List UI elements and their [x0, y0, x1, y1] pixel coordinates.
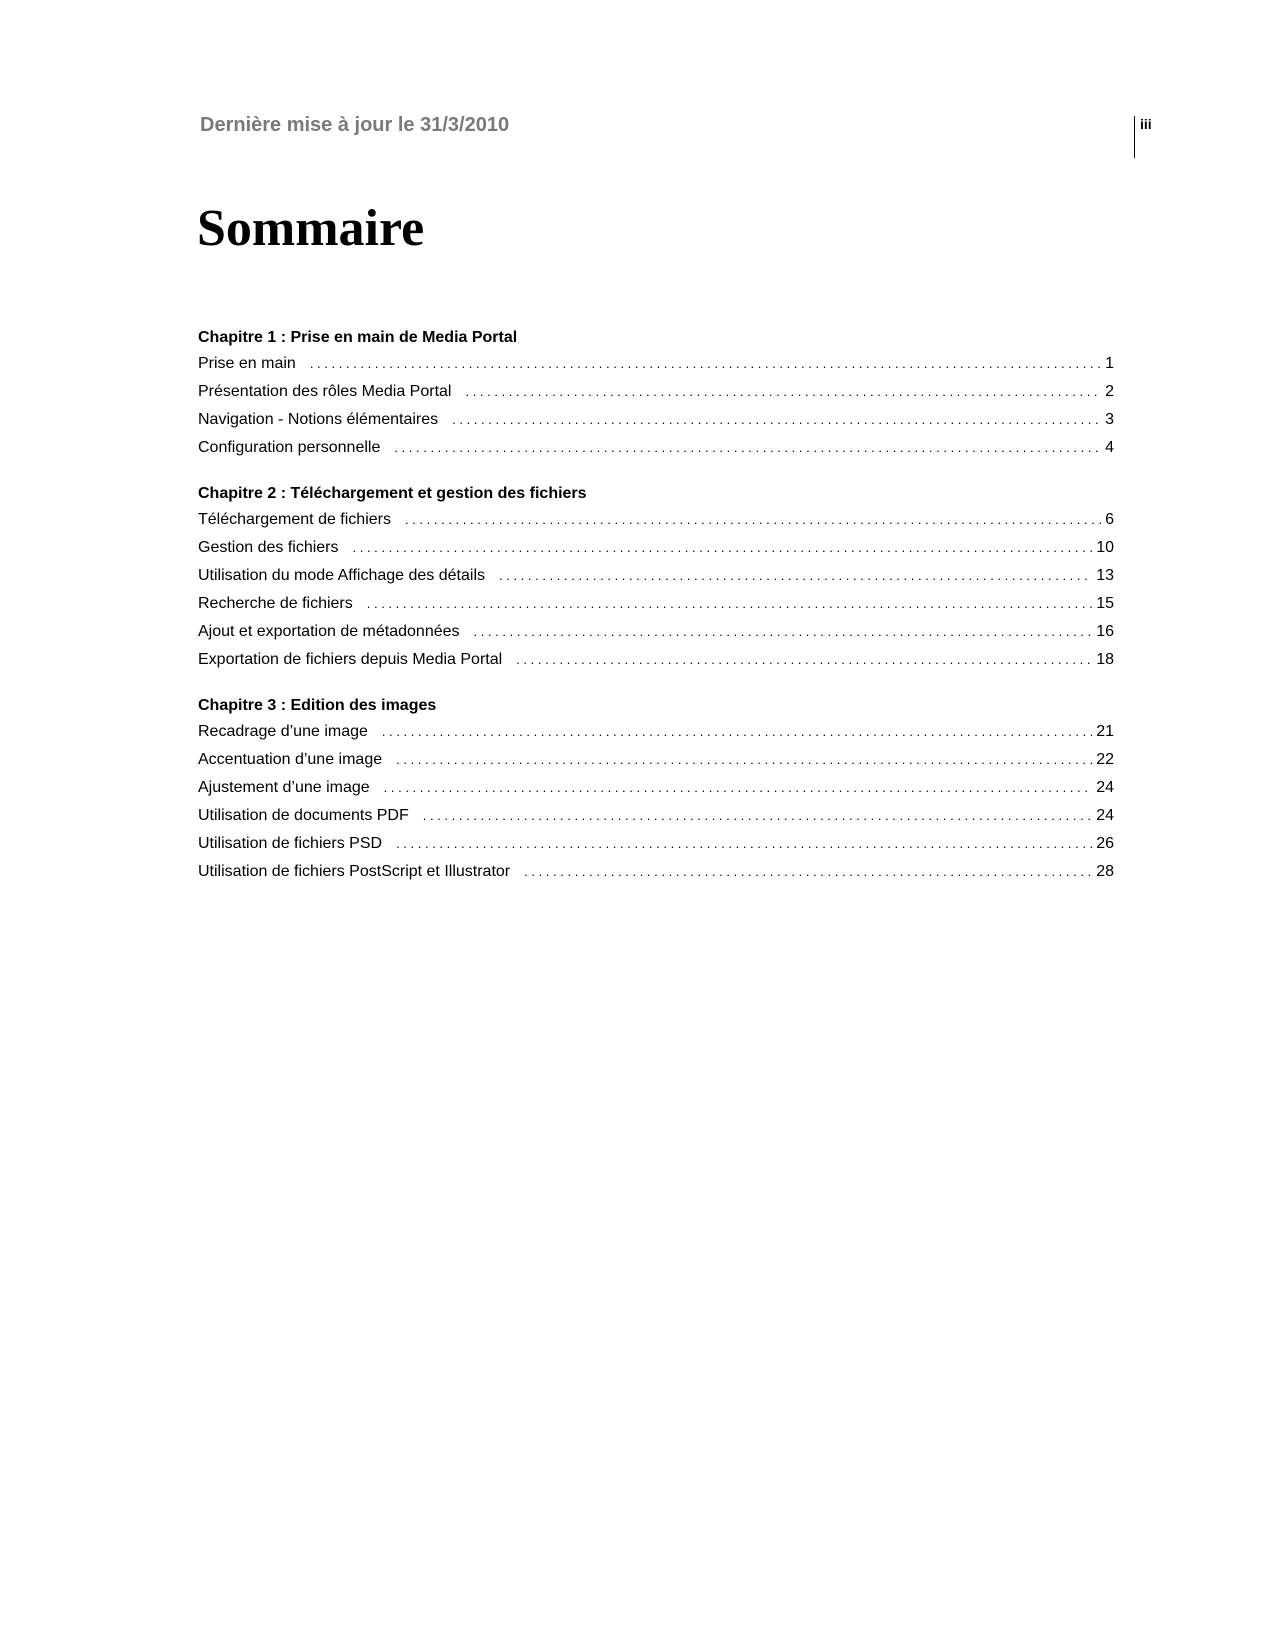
- dot-leader: [367, 590, 1092, 618]
- toc-entry-page: 18: [1096, 651, 1114, 668]
- page-number: iii: [1140, 116, 1152, 132]
- dot-leader: [384, 774, 1093, 802]
- dot-leader: [474, 618, 1093, 646]
- toc-entry-label: Recadrage d’une image: [198, 723, 368, 740]
- toc-entry-label: Exportation de fichiers depuis Media Portal: [198, 651, 503, 668]
- toc-entry-label: Ajustement d’une image: [198, 779, 370, 796]
- toc-entry[interactable]: [198, 378, 1114, 406]
- toc-entry-label: Gestion des fichiers: [198, 539, 339, 556]
- toc-entry[interactable]: [198, 406, 1114, 434]
- toc-entry[interactable]: [198, 858, 1114, 886]
- toc-entry[interactable]: [198, 774, 1114, 802]
- dot-leader: [452, 406, 1101, 434]
- toc-entry-page: 26: [1096, 835, 1114, 852]
- page-title: Sommaire: [197, 200, 425, 257]
- dot-leader: [405, 506, 1101, 534]
- dot-leader: [423, 802, 1092, 830]
- last-updated-text: Dernière mise à jour le 31/3/2010: [200, 114, 510, 136]
- toc-entry[interactable]: [198, 350, 1114, 378]
- dot-leader: [524, 858, 1092, 886]
- dot-leader: [516, 646, 1092, 674]
- toc-entry-label: Utilisation de fichiers PSD: [198, 835, 383, 852]
- dot-leader: [353, 534, 1093, 562]
- toc-entry-page: 6: [1105, 511, 1114, 528]
- toc-entry-page: 22: [1096, 751, 1114, 768]
- toc-entry-label: Accentuation d’une image: [198, 751, 383, 768]
- chapter-title: Chapitre 3 : Edition des images: [198, 697, 437, 714]
- toc-entry-page: 24: [1096, 807, 1114, 824]
- header-divider: [1134, 116, 1135, 158]
- chapter-section: [198, 482, 1114, 674]
- toc-entry-label: Téléchargement de fichiers: [198, 511, 391, 528]
- toc-entry-page: 1: [1105, 355, 1114, 372]
- toc-entry-page: 13: [1096, 567, 1114, 584]
- toc-entry-page: 24: [1096, 779, 1114, 796]
- toc-entry-label: Prise en main: [198, 355, 296, 372]
- toc-entry-page: 28: [1096, 863, 1114, 880]
- toc-entry[interactable]: [198, 506, 1114, 534]
- dot-leader: [499, 562, 1092, 590]
- toc-entry-page: 10: [1096, 539, 1114, 556]
- toc-entry-label: Utilisation de documents PDF: [198, 807, 409, 824]
- toc-entry[interactable]: [198, 718, 1114, 746]
- toc-entry[interactable]: [198, 534, 1114, 562]
- chapter-title: Chapitre 2 : Téléchargement et gestion des fichiers: [198, 485, 587, 502]
- toc-entry-label: Navigation - Notions élémentaires: [198, 411, 439, 428]
- toc-entry-page: 2: [1105, 383, 1114, 400]
- toc-entry[interactable]: [198, 746, 1114, 774]
- toc-entry-page: 15: [1096, 595, 1114, 612]
- dot-leader: [396, 830, 1092, 858]
- chapter-section: [198, 694, 1114, 886]
- toc-entry-label: Recherche de fichiers: [198, 595, 353, 612]
- toc-entry-page: 16: [1096, 623, 1114, 640]
- dot-leader: [310, 350, 1101, 378]
- toc-entry[interactable]: [198, 434, 1114, 462]
- dot-leader: [396, 746, 1092, 774]
- dot-leader: [394, 434, 1101, 462]
- chapter-section: [198, 326, 1114, 462]
- toc-entry[interactable]: [198, 562, 1114, 590]
- toc-entry-page: 3: [1105, 411, 1114, 428]
- toc-entry[interactable]: [198, 830, 1114, 858]
- table-of-contents: [198, 326, 1114, 906]
- toc-entry-label: Configuration personnelle: [198, 439, 381, 456]
- toc-entry-label: Présentation des rôles Media Portal: [198, 383, 452, 400]
- toc-entry[interactable]: [198, 590, 1114, 618]
- toc-entry-page: 21: [1096, 723, 1114, 740]
- dot-leader: [382, 718, 1092, 746]
- toc-entry-label: Utilisation de fichiers PostScript et Illustrator: [198, 863, 511, 880]
- toc-entry-label: Utilisation du mode Affichage des détails: [198, 567, 485, 584]
- chapter-title: Chapitre 1 : Prise en main de Media Portal: [198, 329, 518, 346]
- dot-leader: [465, 378, 1101, 406]
- toc-entry-page: 4: [1105, 439, 1114, 456]
- toc-entry[interactable]: [198, 802, 1114, 830]
- toc-entry[interactable]: [198, 618, 1114, 646]
- toc-entry-label: Ajout et exportation de métadonnées: [198, 623, 460, 640]
- toc-entry[interactable]: [198, 646, 1114, 674]
